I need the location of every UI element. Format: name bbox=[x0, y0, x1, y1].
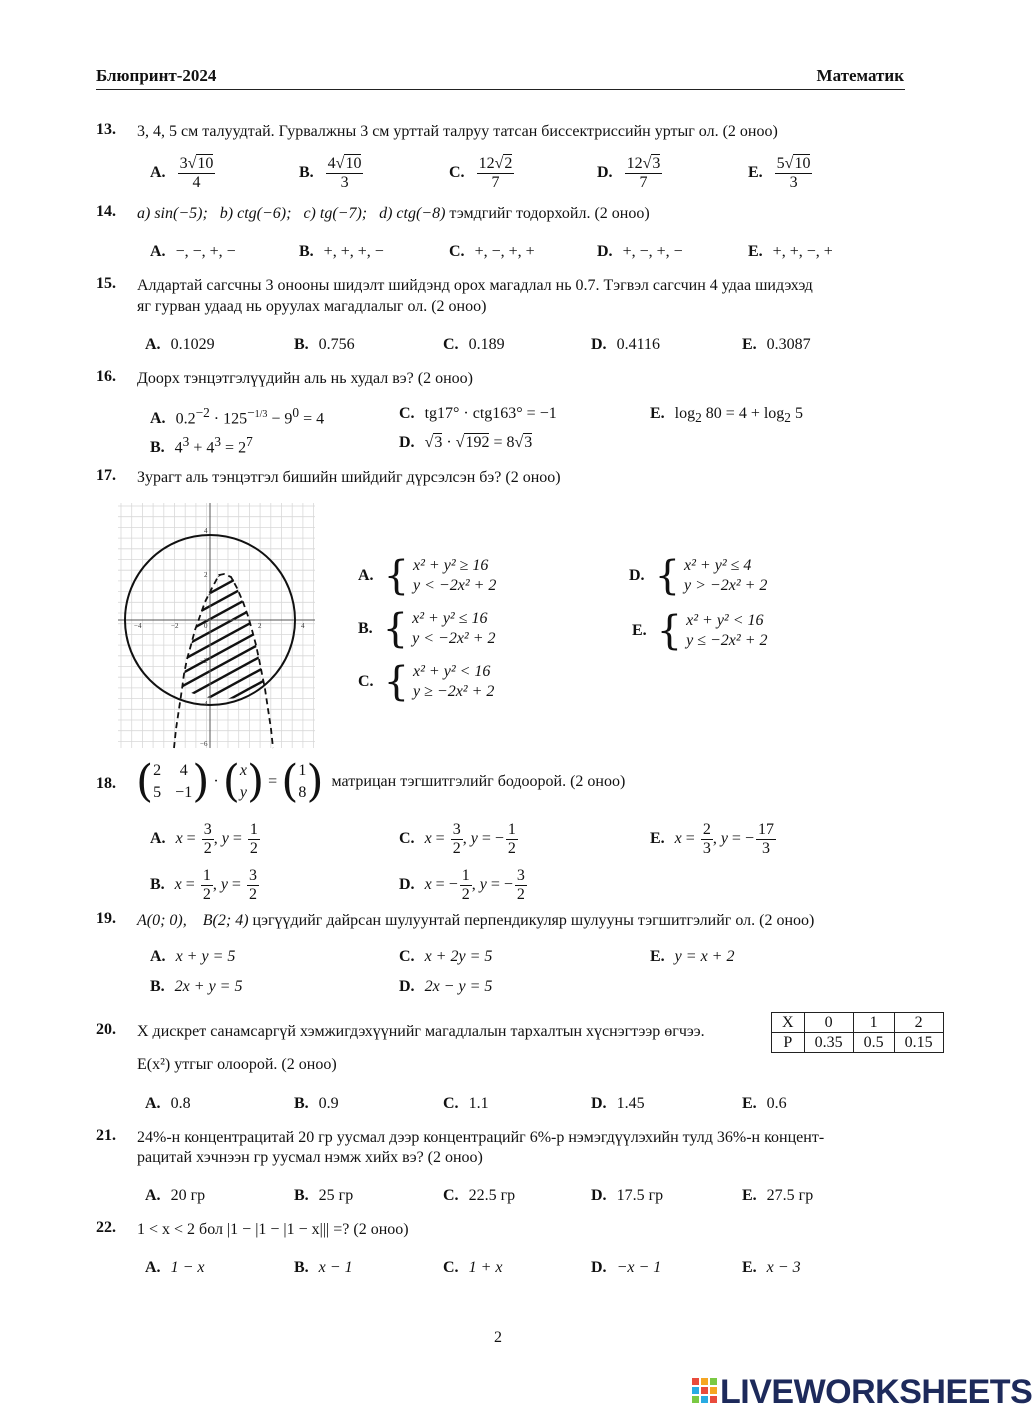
q14-option-b[interactable]: B. +, +, +, − bbox=[299, 243, 384, 260]
q14-option-a[interactable]: A. −, −, +, − bbox=[150, 243, 236, 260]
q18-option-b[interactable]: B. x = $\frac{1}{2}$ , y = $\frac{3}{2}$ bbox=[150, 867, 257, 903]
q20-option-d[interactable]: D. 1.45 bbox=[591, 1095, 645, 1112]
hatch-line bbox=[168, 517, 278, 577]
q20-number: 20. bbox=[96, 1021, 116, 1038]
q17-option-c[interactable]: C. { x² + y² < 16 y ≥ −2x² + 2 bbox=[358, 659, 495, 705]
liveworksheets-logo-icon bbox=[692, 1378, 718, 1408]
q21-option-b[interactable]: B. 25 гр bbox=[294, 1187, 354, 1204]
q18-vector-b: ( 1 8 ) bbox=[281, 756, 324, 807]
tick-y-4: 4 bbox=[204, 527, 208, 535]
q16-option-d[interactable]: D. √3 · √192 = 8√3 bbox=[399, 434, 533, 451]
q22-option-a[interactable]: A. 1 − x bbox=[145, 1259, 205, 1276]
q15-number: 15. bbox=[96, 275, 116, 292]
hatch-line bbox=[168, 699, 278, 759]
q21-number: 21. bbox=[96, 1127, 116, 1144]
q21-option-c[interactable]: C. 22.5 гр bbox=[443, 1187, 516, 1204]
q14-option-e[interactable]: E. +, +, −, + bbox=[748, 243, 833, 260]
q16-text: Доорх тэнцэтгэлүүдийн аль нь худал вэ? (2 оноо) bbox=[137, 370, 473, 387]
q14-option-d[interactable]: D. +, −, +, − bbox=[597, 243, 683, 260]
tick-y-neg6: −6 bbox=[200, 740, 208, 748]
q13-text: 3, 4, 5 см талуудтай. Гурвалжны 3 см урттай талруу татсан биссектриссийн уртыг ол. (2 оноо) bbox=[137, 123, 778, 140]
q18-number: 18. bbox=[96, 775, 116, 792]
header-subject: Математик bbox=[816, 66, 904, 85]
hatch-line bbox=[168, 634, 278, 694]
q19-option-c[interactable]: C. x + 2y = 5 bbox=[399, 948, 493, 965]
q19-option-a[interactable]: A. x + y = 5 bbox=[150, 948, 236, 965]
q13-option-c[interactable]: C. $\frac{12√2}{7}$ bbox=[449, 155, 513, 191]
q18-vector-xy: ( x y ) bbox=[222, 756, 265, 807]
q15-option-c[interactable]: C. 0.189 bbox=[443, 336, 505, 353]
q14-number: 14. bbox=[96, 203, 116, 220]
q14-text: a) sin(−5); b) ctg(−6); c) tg(−7); d) ctg(−8) тэмдгийг тодорхойл. (2 оноо) bbox=[137, 205, 650, 222]
q13-option-d[interactable]: D. $\frac{12√3}{7}$ bbox=[597, 155, 661, 191]
q18-option-a[interactable]: A. x = $\frac{3}{2}$ , y = $\frac{1}{2}$ bbox=[150, 821, 258, 857]
q14-option-c[interactable]: C. +, −, +, + bbox=[449, 243, 535, 260]
tick-y-neg4: −4 bbox=[200, 700, 208, 708]
q22-option-e[interactable]: E. x − 3 bbox=[742, 1259, 801, 1276]
q22-option-c[interactable]: C. 1 + x bbox=[443, 1259, 503, 1276]
tick-x-4: 4 bbox=[301, 622, 305, 630]
hatch-line bbox=[168, 504, 278, 564]
q22-text: 1 < x < 2 бол |1 − |1 − |1 − x||| =? (2 оноо) bbox=[137, 1221, 409, 1238]
q21-option-a[interactable]: A. 20 гр bbox=[145, 1187, 206, 1204]
hatch-line bbox=[168, 491, 278, 551]
q15-line1: Алдартай сагсчны 3 онооны шидэлт шийдэнд орох магадлал нь 0.7. Тэгвэл сагсчин 4 удаа шидэхэд bbox=[137, 277, 813, 294]
q18-matrix: ( 2 4 5 −1 ) bbox=[136, 756, 210, 807]
hatch-line bbox=[168, 582, 278, 642]
q20-distribution-table bbox=[771, 1012, 944, 1053]
q15-option-d[interactable]: D. 0.4116 bbox=[591, 336, 660, 353]
q19-option-d[interactable]: D. 2x − y = 5 bbox=[399, 978, 493, 995]
q20-option-e[interactable]: E. 0.6 bbox=[742, 1095, 787, 1112]
table-cell: 0 bbox=[804, 1013, 853, 1033]
q22-option-d[interactable]: D. −x − 1 bbox=[591, 1259, 662, 1276]
q16-option-b[interactable]: B. $4^3 + 4^3 = 2^7$ bbox=[150, 434, 253, 457]
tick-x-neg4: −4 bbox=[134, 622, 142, 630]
q19-number: 19. bbox=[96, 910, 116, 927]
page-number: 2 bbox=[494, 1329, 502, 1346]
q16-option-e[interactable]: E. $\log_2 80 = 4 + \log_2 5$ bbox=[650, 405, 803, 426]
q19-option-b[interactable]: B. 2x + y = 5 bbox=[150, 978, 243, 995]
q13-option-b[interactable]: B. $\frac{4√10}{3}$ bbox=[299, 155, 362, 191]
liveworksheets-logo-text: LIVEWORKSHEETS bbox=[720, 1373, 1032, 1411]
q20-option-c[interactable]: C. 1.1 bbox=[443, 1095, 489, 1112]
q16-option-a[interactable]: A. $0.2^{-2} \cdot 125^{-1/3} - 9^0 = 4$ bbox=[150, 405, 325, 428]
q13-option-a[interactable]: A. $\frac{3√10}{4}$ bbox=[150, 155, 214, 191]
q21-option-e[interactable]: E. 27.5 гр bbox=[742, 1187, 814, 1204]
q19-text: A(0; 0), B(2; 4) цэгүүдийг дайрсан шулуунтай перпендикуляр шулууны тэгшитгэлийг ол. (2 оноо) bbox=[137, 912, 815, 929]
q16-number: 16. bbox=[96, 368, 116, 385]
hatch-line bbox=[168, 556, 278, 616]
tick-y-neg2: −2 bbox=[200, 657, 208, 665]
q18-option-d[interactable]: D. x = − $\frac{1}{2}$ , y = − $\frac{3}{2}$ bbox=[399, 867, 525, 903]
q17-graph bbox=[118, 503, 315, 748]
tick-x-neg2: −2 bbox=[171, 622, 179, 630]
table-cell: P bbox=[772, 1033, 805, 1053]
hatch-line bbox=[168, 686, 278, 746]
q20-line1: X дискрет санамсаргүй хэмжигдэхүүнийг магадлалын тархалтын хүснэгтээр өгчээ. bbox=[137, 1023, 705, 1040]
q17-option-d[interactable]: D. { x² + y² ≤ 4 y > −2x² + 2 bbox=[629, 553, 768, 599]
q21-line2: рацитай хэчнээн гр уусмал нэмж хийх вэ? (2 оноо) bbox=[137, 1149, 483, 1166]
q15-option-b[interactable]: B. 0.756 bbox=[294, 336, 355, 353]
q19-option-e[interactable]: E. y = x + 2 bbox=[650, 948, 735, 965]
parabola-curve bbox=[174, 574, 273, 748]
q13-option-e[interactable]: E. $\frac{5√10}{3}$ bbox=[748, 155, 811, 191]
hatch-line bbox=[168, 608, 278, 668]
liveworksheets-logo bbox=[692, 1373, 1032, 1412]
q13-number: 13. bbox=[96, 121, 116, 138]
table-cell: 0.15 bbox=[894, 1033, 943, 1053]
q17-number: 17. bbox=[96, 467, 116, 484]
header-rule bbox=[96, 89, 905, 90]
q16-option-c[interactable]: C. tg17° · ctg163° = −1 bbox=[399, 405, 557, 422]
q20-option-b[interactable]: B. 0.9 bbox=[294, 1095, 339, 1112]
q22-option-b[interactable]: B. x − 1 bbox=[294, 1259, 353, 1276]
q18-equation: ( 2 4 5 −1 ) · ( x y ) = ( 1 8 ) матрицан тэгшитгэлийг бодоорой. (2 оноо) bbox=[136, 756, 626, 807]
q21-line1: 24%-н концентрацитай 20 гр уусмал дээр концентрацийг 6%-р нэмэгдүүлэхийн тулд 36%-н концент- bbox=[137, 1129, 825, 1146]
q17-option-e[interactable]: E. { x² + y² < 16 y ≤ −2x² + 2 bbox=[632, 608, 768, 654]
tick-x-2: 2 bbox=[258, 622, 262, 630]
graph-grid bbox=[118, 503, 315, 748]
header-title: Блюпринт-2024 bbox=[96, 66, 217, 85]
tick-y-2: 2 bbox=[204, 571, 208, 579]
q21-option-d[interactable]: D. 17.5 гр bbox=[591, 1187, 664, 1204]
q17-text: Зурагт аль тэнцэтгэл бишийн шийдийг дүрсэлсэн бэ? (2 оноо) bbox=[137, 469, 561, 486]
q20-line2: E(x²) утгыг олоорой. (2 оноо) bbox=[137, 1056, 337, 1073]
q20-option-a[interactable]: A. 0.8 bbox=[145, 1095, 191, 1112]
q17-option-b[interactable]: B. { x² + y² ≤ 16 y < −2x² + 2 bbox=[358, 606, 496, 652]
table-cell: 0.5 bbox=[853, 1033, 894, 1053]
q18-option-c[interactable]: C. x = $\frac{3}{2}$ , y = − $\frac{1}{2}$ bbox=[399, 821, 516, 857]
table-cell: 1 bbox=[853, 1013, 894, 1033]
table-row bbox=[772, 1033, 944, 1053]
q15-option-a[interactable]: A. 0.1029 bbox=[145, 336, 215, 353]
q22-number: 22. bbox=[96, 1219, 116, 1236]
q17-option-a[interactable]: A. { x² + y² ≥ 16 y < −2x² + 2 bbox=[358, 553, 497, 599]
hatch-line bbox=[168, 595, 278, 655]
tick-x-0: 0 bbox=[204, 622, 208, 630]
q18-option-e[interactable]: E. x = $\frac{2}{3}$ , y = − $\frac{17}{3}$ bbox=[650, 821, 774, 857]
table-cell: 0.35 bbox=[804, 1033, 853, 1053]
table-cell: X bbox=[772, 1013, 805, 1033]
table-row bbox=[772, 1013, 944, 1033]
table-cell: 2 bbox=[894, 1013, 943, 1033]
q15-line2: яг гурван удаад нь оруулах магадлалыг ол. (2 оноо) bbox=[137, 298, 487, 315]
q15-option-e[interactable]: E. 0.3087 bbox=[742, 336, 811, 353]
